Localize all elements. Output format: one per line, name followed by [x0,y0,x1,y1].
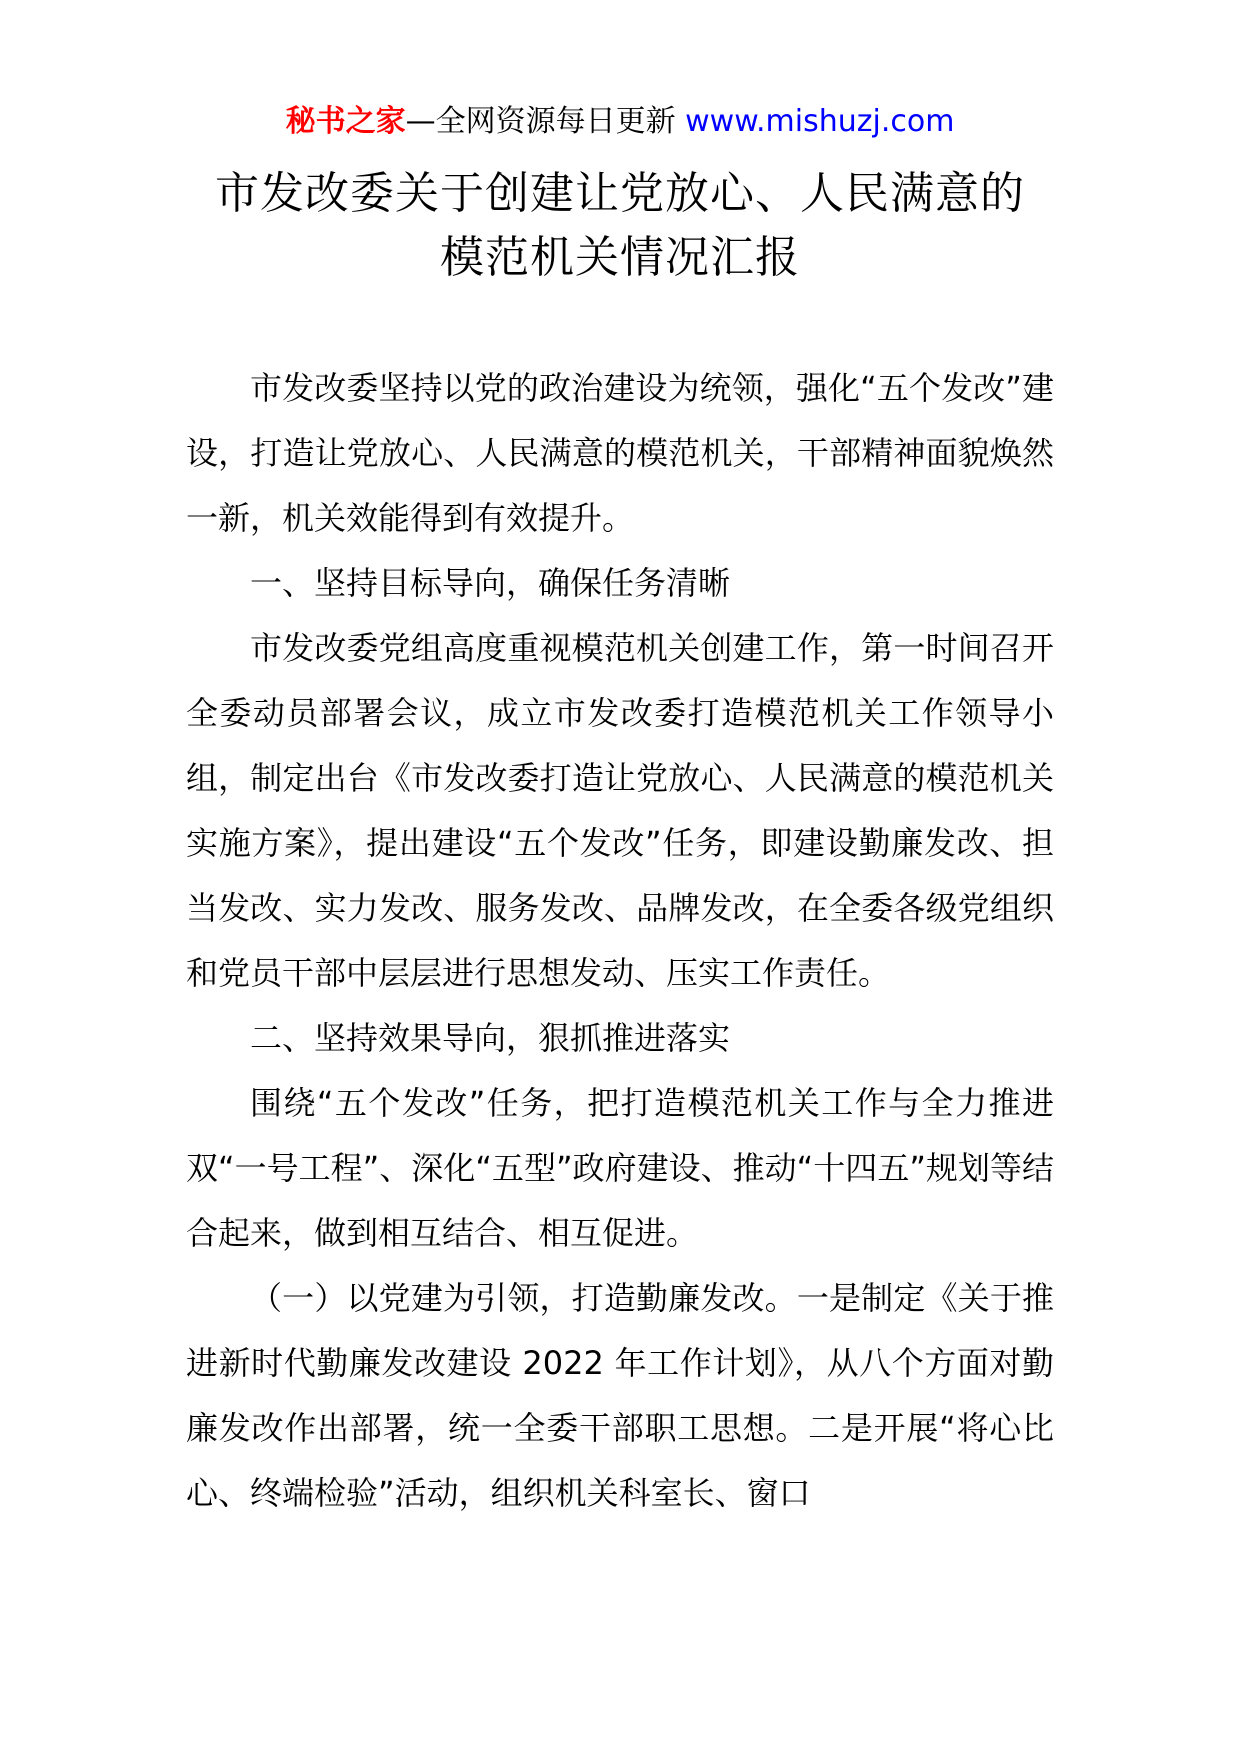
document-body [186,356,1054,1526]
site-name: 秘书之家 [285,104,406,139]
intro-paragraph: 市发改委坚持以党的政治建设为统领，强化“五个发改”建设，打造让党放心、人民满意的模范机关，干部精神面貌焕然一新，机关效能得到有效提升。 [186,369,1054,537]
section-heading-1: 一、坚持目标导向，确保任务清晰 [250,564,731,602]
section-heading-2: 二、坚持效果导向，狠抓推进落实 [250,1019,731,1057]
title-line-2: 模范机关情况汇报 [440,232,800,283]
section-1-paragraph: 市发改委党组高度重视模范机关创建工作，第一时间召开全委动员部署会议，成立市发改委打造模范机关工作领导小组，制定出台《市发改委打造让党放心、人民满意的模范机关实施方案》，提出建设“五个发改”任务，即建设勤廉发改、担当发改、实力发改、服务发改、品牌发改，在全委各级党组织和党员干部中层层进行思想发动、压实工作责任。 [186,629,1054,992]
subsection-1-paragraph: （一）以党建为引领，打造勤廉发改。一是制定《关于推进新时代勤廉发改建设 2022 年工作计划》，从八个方面对勤廉发改作出部署，统一全委干部职工思想。二是开展“将心比心、终端检验”活动，组织机关科室长、窗口 [186,1279,1054,1512]
site-banner [0,102,1240,142]
title-line-1: 市发改委关于创建让党放心、人民满意的 [215,168,1025,219]
document-title [0,162,1240,290]
site-slogan: —全网资源每日更新 [405,104,686,139]
site-url-link[interactable]: www.mishuzj.com [685,104,955,139]
section-2-paragraph: 围绕“五个发改”任务，把打造模范机关工作与全力推进双“一号工程”、深化“五型”政府建设、推动“十四五”规划等结合起来，做到相互结合、相互促进。 [186,1084,1054,1252]
